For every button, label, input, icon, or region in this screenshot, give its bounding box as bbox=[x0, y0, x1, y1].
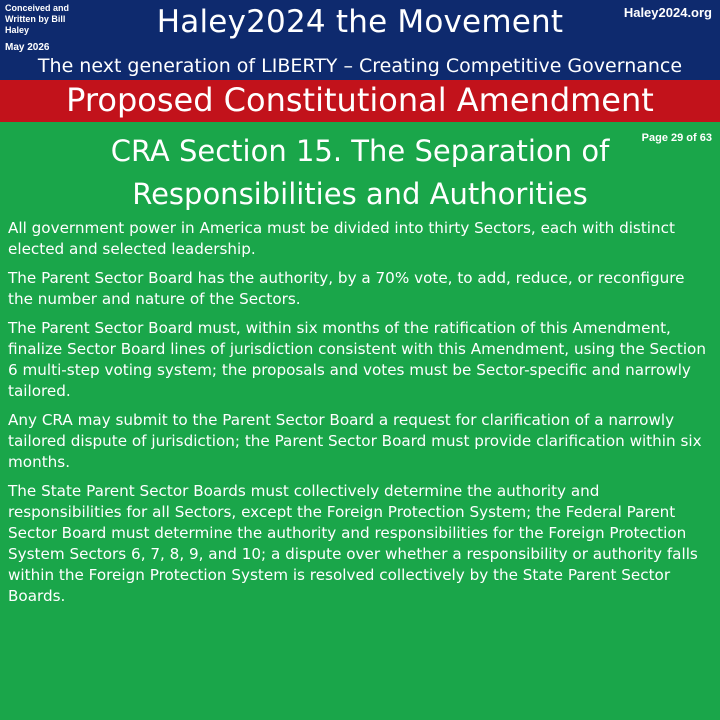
page-number: Page 29 of 63 bbox=[641, 132, 712, 144]
paragraph: The Parent Sector Board must, within six months of the ratification of this Amendment, finalize Sector Board lines of jurisdiction consistent with this Amendment, using the Section 6 multi-step voting system; the proposals and votes must be Sector-specific and narrowly tailored. bbox=[8, 319, 706, 400]
tagline: The next generation of LIBERTY – Creating Competitive Governance bbox=[37, 55, 683, 77]
amendment-banner: Proposed Constitutional Amendment bbox=[0, 80, 720, 122]
section-title: CRA Section 15. The Separation of Responsibilities and Authorities bbox=[110, 134, 610, 211]
paragraph: All government power in America must be divided into thirty Sectors, each with distinct elected and selected leadership. bbox=[8, 219, 675, 258]
publication-date: May 2026 bbox=[5, 42, 50, 53]
paragraph: The State Parent Sector Boards must collectively determine the authority and responsibilities for all Sectors, except the Foreign Protection System; the Federal Parent Sector Board must determine the authority and responsibilities for the Foreign Protection System Sectors 6, 7, 8, 9, and 10; a dispute over whether a responsibility or authority falls within the Foreign Protection System is resolved collectively by the State Parent Sector Boards. bbox=[8, 482, 698, 605]
paragraph: Any CRA may submit to the Parent Sector Board a request for clarification of a narrowly tailored dispute of jurisdiction; the Parent Sector Board must provide clarification within six months. bbox=[8, 411, 702, 471]
website-link[interactable]: Haley2024.org bbox=[623, 5, 712, 20]
author-credit-text: Conceived and Written by Bill Haley bbox=[5, 3, 70, 35]
header-bar bbox=[0, 0, 720, 80]
section-body bbox=[8, 218, 712, 615]
paragraph: The Parent Sector Board has the authority, by a 70% vote, to add, reduce, or reconfigure the number and nature of the Sectors. bbox=[8, 269, 685, 308]
movement-title: Haley2024 the Movement bbox=[156, 4, 564, 40]
